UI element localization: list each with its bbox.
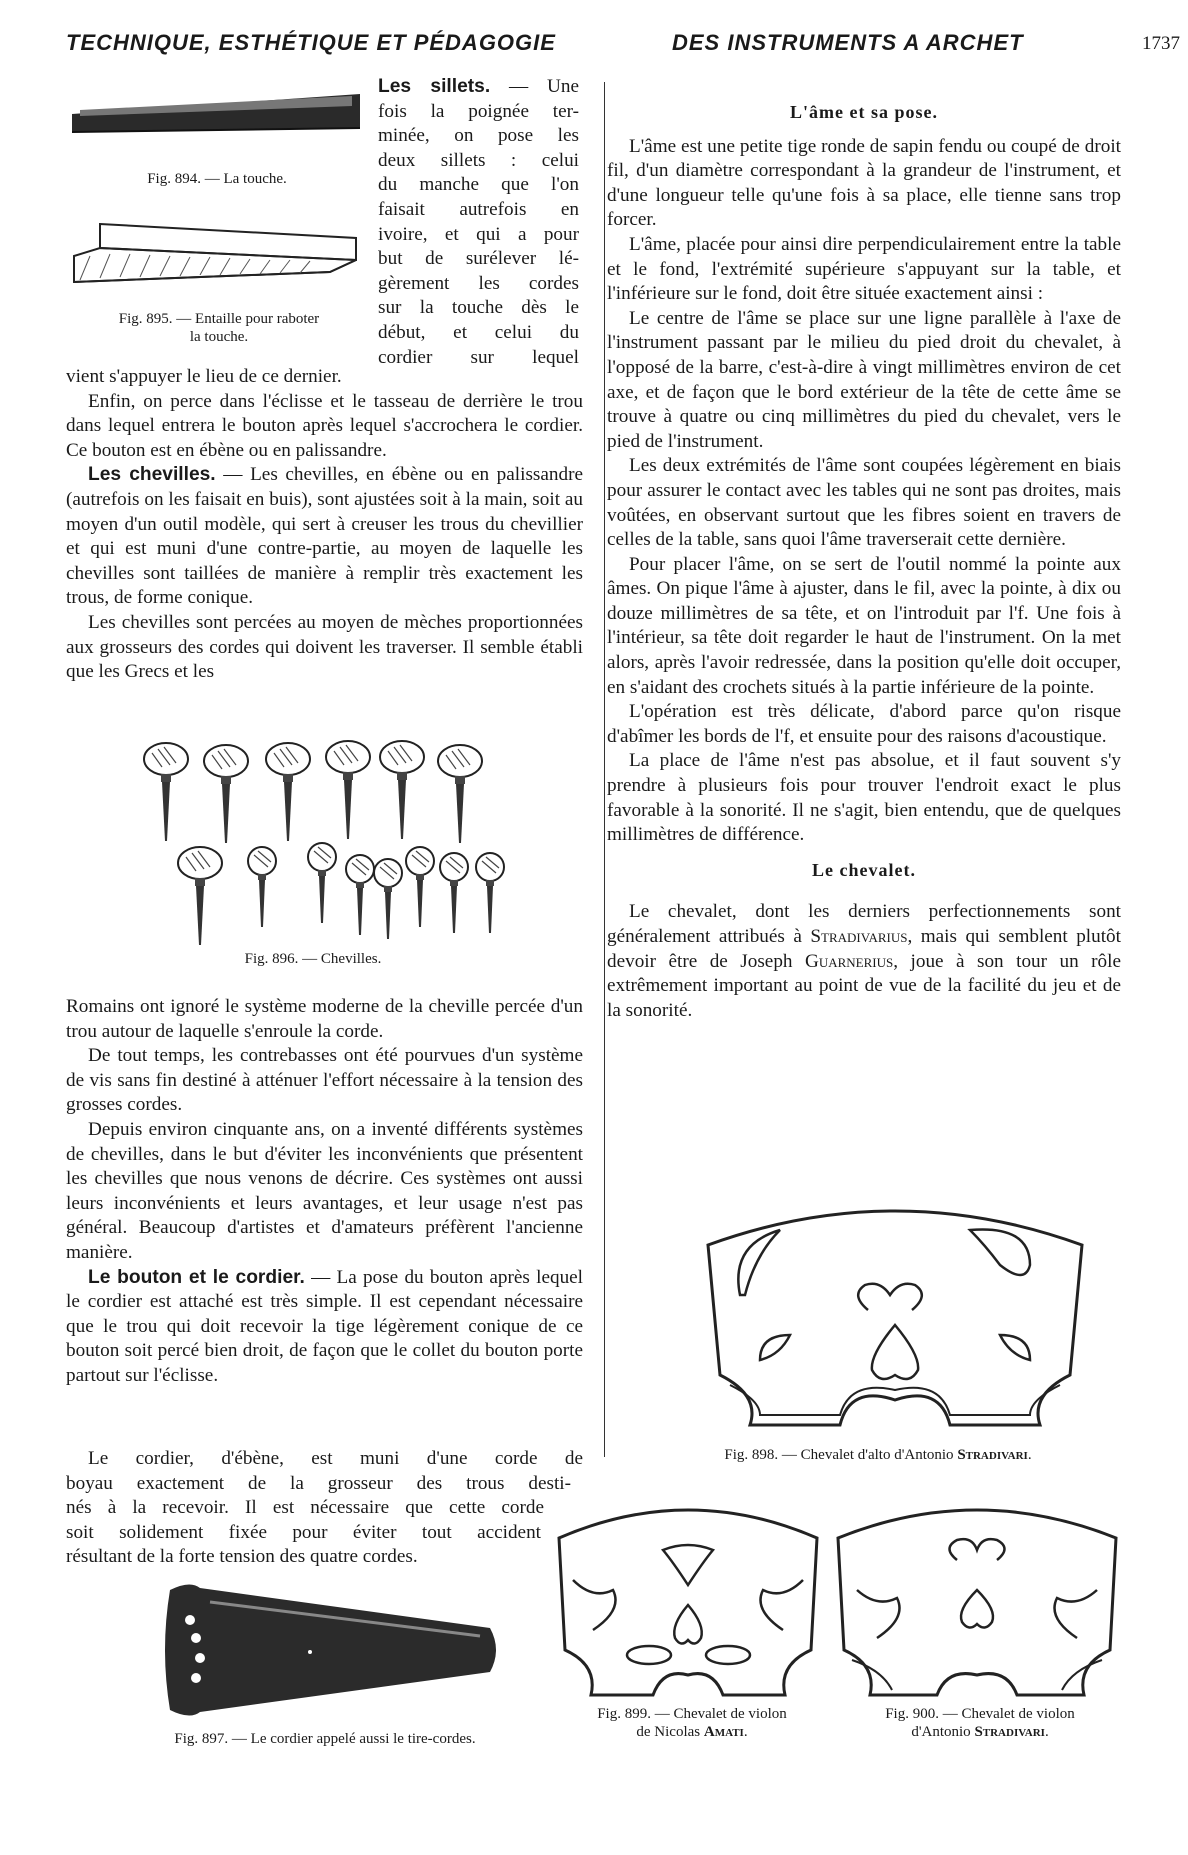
sillets-line: cordier sur lequel [378, 346, 579, 368]
left-text-top [66, 365, 583, 685]
cordier-line: Le cordier, d'ébène, est muni d'une corde de [88, 1448, 583, 1469]
name-guarnerius: Guarnerius [804, 950, 894, 972]
sillets-line: ivoire, et qui a pour [378, 223, 579, 245]
paragraph-percees: Les chevilles sont percées au moyen de mèches proportionnées aux grosseurs des cordes qui doivent les traverser. Il semble établi que les Grecs et les [66, 611, 583, 683]
peg-icon [144, 743, 188, 841]
fig898-caption [668, 1446, 1088, 1464]
chevalet-text: , mais qui semblent plutôt devoir être de Joseph [607, 926, 1121, 972]
paragraph-ame-2: L'âme, placée pour ainsi dire perpendiculairement entre la table et le fond, l'extrémité supérieure s'appuyant sur la table, et l'inférieure sur le fond, doit être située exactement ainsi : [607, 233, 1121, 305]
chevilles-text: — Les chevilles, en ébène ou en palissandre (autrefois on les faisait en buis), sont ajustées soit à la main, soit au moyen d'un outil modèle, qui sert à creuser les trous du chevillier et qui est muni d'une contre-partie, au moyen de laquelle les chevilles sont taillées de manière à remplir très exactement les trous, de forme conique. [66, 464, 583, 609]
peg-icon [266, 743, 310, 841]
paragraph-enfin: Enfin, on perce dans l'éclisse et le tasseau de derrière le trou dans lequel entrera le bouton après lequel s'accrochera le cordier. Ce bouton est en ébène ou en palissandre. [66, 390, 583, 461]
bouton-heading: Le bouton et le cordier. [88, 1266, 305, 1288]
running-head-left: TECHNIQUE, ESTHÉTIQUE ET PÉDAGOGIE [66, 30, 556, 55]
sillets-line: but de surélever lé- [378, 248, 579, 270]
sillets-ending: vient s'appuyer le lieu de ce dernier. [66, 366, 342, 387]
name-stradivarius: Stradivarius [810, 926, 908, 947]
chevalet-text: Le chevalet, dont les derniers perfectionnements sont généralement attribués à [607, 901, 1121, 947]
paragraph-chevalet [607, 900, 1121, 1023]
cordier-line: nés à la recevoir. Il est nécessaire que cette corde [66, 1497, 544, 1519]
sillets-line: sur la touche dès le [378, 297, 579, 319]
peg-icon [406, 847, 434, 927]
sillets-line: fois la poignée ter- [378, 100, 579, 122]
sillets-line: — Une [509, 76, 580, 97]
peg-icon [374, 859, 402, 939]
peg-icon [346, 855, 374, 935]
fig898-caption-text: Fig. 898. — Chevalet d'alto d'Antonio [724, 1447, 958, 1463]
amati-bridge-illustration [553, 1490, 823, 1705]
fig898-caption-name: Stradivari [957, 1447, 1028, 1463]
peg-icon [380, 741, 424, 839]
peg-icon [440, 853, 468, 933]
fig899-caption-line1: Fig. 899. — Chevalet de violon [597, 1706, 787, 1722]
fig900-caption-text: . [1044, 1724, 1049, 1740]
peg-icon [248, 847, 276, 927]
sillets-line: deux sillets : celui [378, 149, 579, 171]
fig899-caption-name: Amati [703, 1724, 744, 1740]
sillets-heading: Les sillets. [378, 76, 491, 97]
fig898-caption-text: . [1027, 1447, 1032, 1463]
paragraph-contrebasses: De tout temps, les contrebasses ont été pourvues d'un système de vis sans fin destiné à atténuer l'effort nécessaire à la tension des grosses cordes. [66, 1045, 583, 1116]
fig899-caption-text: . [743, 1724, 748, 1740]
running-head-right: DES INSTRUMENTS A ARCHET [672, 30, 1024, 55]
fig895-caption-line1: Fig. 895. — Entaille pour raboter [118, 311, 320, 327]
page-number: 1737 [1142, 33, 1180, 54]
peg-icon [476, 853, 504, 933]
right-column [607, 100, 1121, 1023]
fig900-caption-text: d'Antonio [911, 1724, 975, 1740]
fingerboard-illustration [70, 86, 362, 148]
paragraph-ame-6: L'opération est très délicate, d'abord parce qu'on risque d'abîmer les bords de l'f, et ensuite pour des raisons d'acoustique. [607, 701, 1121, 747]
fig897-caption: Fig. 897. — Le cordier appelé aussi le tire-cordes. [174, 1731, 476, 1747]
peg-icon [308, 843, 336, 923]
viola-bridge-illustration [700, 1185, 1090, 1440]
paragraph-ame-5: Pour placer l'âme, on se sert de l'outil nommé la pointe aux âmes. On pique l'âme à ajuster, dans le fil, avec la pointe, à dix ou douze millimètres de sa tête, et on l'introduit par l'f. Une fois à l'intérieur, sa tête doit regarder le haut de l'instrument. On la met alors, après l'avoir redressée, dans la position qu'elle doit occuper, en s'aidant des crochets situés à la partie inférieure de la pointe. [607, 553, 1121, 698]
fig896-caption: Fig. 896. — Chevilles. [244, 951, 382, 967]
paragraph-ame-1: L'âme est une petite tige ronde de sapin fendu ou coupé de droit fil, d'un diamètre correspondant à la grandeur de l'instrument, et d'une longueur telle qu'une fois à sa place, elle tienne sans trop forcer. [607, 135, 1121, 231]
paragraph-ame-3: Le centre de l'âme se place sur une ligne parallèle à l'axe de l'instrument passant par le milieu du pied droit du chevalet, à l'opposé de la barre, c'est-à-dire à vingt millimètres environ de cet axe, et de façon que le bord extérieur de la tête de cette âme se trouve à quatre ou cinq millimètres du pied du chevalet, vers le pied de l'instrument. [607, 307, 1121, 452]
sillets-block [378, 75, 579, 370]
peg-icon [438, 745, 482, 843]
cordier-line: boyau exactement de la grosseur des trous desti- [66, 1472, 571, 1494]
chevalet-text: , joue à son tour un rôle extrêmement important au point de vue de la facilité du jeu et de la sonorité. [607, 950, 1121, 1021]
paragraph-romains: Romains ont ignoré le système moderne de la cheville percée d'un trou autour de laquelle s'enroule la corde. [66, 996, 583, 1042]
sillets-line: minée, on pose les [378, 125, 579, 147]
sillets-line: du manche que l'on [378, 174, 579, 196]
fig900-caption-line1: Fig. 900. — Chevalet de violon [885, 1706, 1075, 1722]
sillets-line: début, et celui du [378, 321, 579, 343]
column-rule [604, 82, 605, 1457]
fig900-caption-line2 [840, 1723, 1120, 1741]
paragraph-ame-4: Les deux extrémités de l'âme sont coupées légèrement en biais pour assurer le contact avec les tables qui ne sont pas droites, mais voûtées, en observant surtout que les fibres soient en travers de celles de la table, sans quoi l'âme traverserait cette dernière. [607, 455, 1121, 551]
fig895-caption-line2: la touche. [189, 329, 249, 345]
peg-icon [178, 847, 222, 945]
pegs-illustration [140, 735, 510, 945]
fig899-caption-line2 [562, 1723, 822, 1741]
cordier-line: soit solidement fixée pour éviter tout accident [66, 1521, 541, 1543]
cordier-block [66, 1447, 583, 1570]
cordier-line: résultant de la forte tension des quatre cordes. [66, 1546, 418, 1568]
section-title-ame: L'âme et sa pose. [790, 102, 938, 122]
fig894-caption: Fig. 894. — La touche. [147, 171, 287, 187]
left-text-middle [66, 995, 583, 1389]
fig900-caption-name: Stradivari [974, 1724, 1045, 1740]
fingerboard-notch-illustration [70, 220, 362, 290]
sillets-line: faisait autrefois en [378, 198, 579, 220]
fig899-caption-text: de Nicolas [636, 1724, 704, 1740]
peg-icon [326, 741, 370, 839]
stradivari-bridge-illustration [832, 1490, 1122, 1705]
paragraph-cinquante: Depuis environ cinquante ans, on a inventé différents systèmes de chevilles, dans le but d'éviter les inconvénients que présentent les chevilles que nous venons de décrire. Ces systèmes ont aussi leurs inconvénients et leurs avantages, et leur usage n'est pas général. Beaucoup d'artistes et d'amateurs préfèrent l'ancienne manière. [66, 1118, 583, 1263]
peg-icon [204, 745, 248, 843]
bouton-text: — La pose du bouton après lequel le cordier est attaché est très simple. Il est cependant nécessaire que le trou qui doit recevoir la tige légèrement conique de ce bouton soit percé bien droit, de façon que le collet du bouton porte partout sur l'éclisse. [66, 1266, 584, 1386]
section-title-chevalet: Le chevalet. [812, 859, 916, 880]
tailpiece-illustration [160, 1580, 505, 1720]
chevilles-heading: Les chevilles. [88, 464, 216, 486]
paragraph-ame-7: La place de l'âme n'est pas absolue, et il faut souvent s'y prendre à plusieurs fois pour trouver l'endroit exact le plus favorable à la sonorité. Il ne s'agit, bien entendu, que de quelques millimètres de différence. [607, 750, 1121, 846]
sillets-line: gèrement les cordes [378, 272, 579, 294]
